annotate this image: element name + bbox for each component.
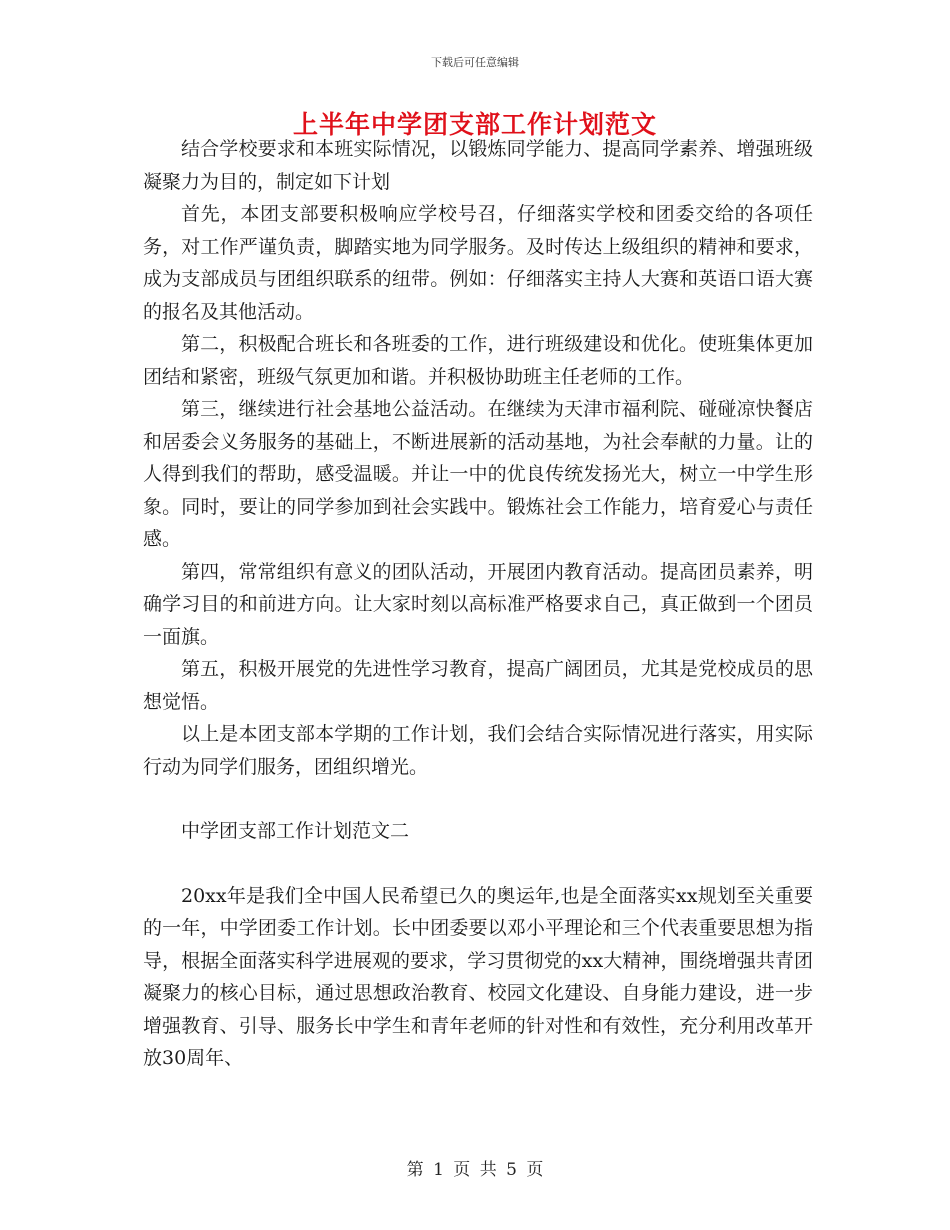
page-number-footer: 第 1 页 共 5 页	[406, 1160, 544, 1180]
document-body	[143, 133, 813, 1075]
paragraph-conclusion: 以上是本团支部本学期的工作计划，我们会结合实际情况进行落实，用实际行动为同学们服务，团组织增光。	[143, 723, 813, 778]
section-two-heading: 中学团支部工作计划范文二	[181, 820, 410, 842]
paragraph-second: 第二，积极配合班长和各班委的工作，进行班级建设和优化。使班集体更加团结和紧密，班级气氛更加和谐。并积极协助班主任老师的工作。	[143, 333, 813, 388]
paragraph-fourth: 第四，常常组织有意义的团队活动，开展团内教育活动。提高团员素养，明确学习目的和前进方向。让大家时刻以高标准严格要求自己，真正做到一个团员一面旗。	[143, 560, 813, 648]
document-title: 上半年中学团支部工作计划范文	[292, 110, 657, 139]
paragraph-intro: 结合学校要求和本班实际情况，以锻炼同学能力、提高同学素养、增强班级凝聚力为目的，制定如下计划	[143, 138, 813, 193]
paragraph-fifth: 第五，积极开展党的先进性学习教育，提高广阔团员，尤其是党校成员的思想觉悟。	[143, 658, 813, 713]
paragraph-first: 首先，本团支部要积极响应学校号召，仔细落实学校和团委交给的各项任务，对工作严谨负责，脚踏实地为同学服务。及时传达上级组织的精神和要求，成为支部成员与团组织联系的纽带。例如：仔细落实主持人大赛和英语口语大赛的报名及其他活动。	[143, 203, 813, 323]
section-two-paragraph: 20xx年是我们全中国人民希望已久的奥运年,也是全面落实xx规划至关重要的一年，中学团委工作计划。长中团委要以邓小平理论和三个代表重要思想为指导，根据全面落实科学进展观的要求，学习贯彻党的xx大精神，围绕增强共青团凝聚力的核心目标，通过思想政治教育、校园文化建设、自身能力建设，进一步增强教育、引导、服务长中学生和青年老师的针对性和有效性，充分利用改革开放30周年、	[143, 884, 813, 1069]
paragraph-third: 第三，继续进行社会基地公益活动。在继续为天津市福利院、碰碰凉快餐店和居委会义务服务的基础上，不断进展新的活动基地，为社会奉献的力量。让的人得到我们的帮助，感受温暖。并让一中的优良传统发扬光大，树立一中学生形象。同时，要让的同学参加到社会实践中。锻炼社会工作能力，培育爱心与责任感。	[143, 398, 813, 550]
page-header-note: 下载后可任意编辑	[431, 56, 519, 69]
